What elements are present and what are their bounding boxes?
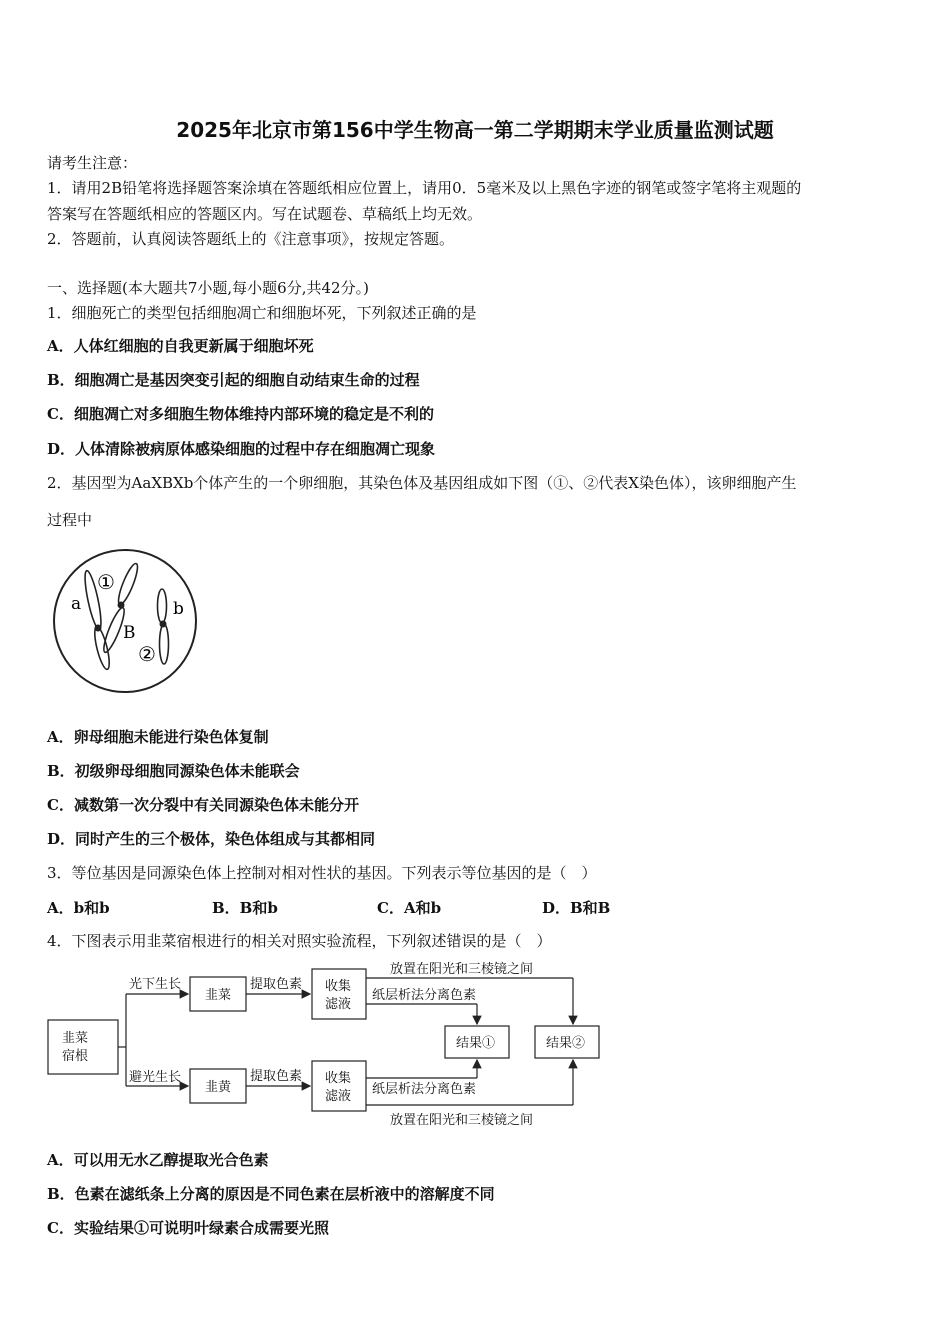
q2-option-b: B．初级卵母细胞同源染色体未能联会 [47, 762, 300, 780]
label-dark: 避光生长 [129, 1070, 182, 1085]
label-collect-1a: 收集 [325, 979, 352, 994]
q4-option-c: C．实验结果①可说明叶绿素合成需要光照 [47, 1219, 329, 1237]
section-heading: 一、选择题(本大题共7小题,每小题6分,共42分。) [47, 279, 369, 297]
notice-heading: 请考生注意： [47, 154, 138, 172]
experiment-flowchart [40, 958, 620, 1132]
q1-option-b: B．细胞凋亡是基因突变引起的细胞自动结束生命的过程 [47, 371, 420, 389]
label-chrom-2: 纸层析法分离色素 [372, 1082, 477, 1097]
label-yellow: 韭黄 [205, 1080, 232, 1095]
label-circle-1: ① [97, 570, 115, 594]
q2-option-c: C．减数第一次分裂中有关同源染色体未能分开 [47, 796, 359, 814]
page-title: 2025年北京市第156中学生物高一第二学期期末学业质量监测试题 [176, 118, 774, 142]
q1-stem: 1．细胞死亡的类型包括细胞凋亡和细胞坏死，下列叙述正确的是 [47, 304, 477, 322]
label-a: a [71, 594, 82, 614]
q3-stem: 3．等位基因是同源染色体上控制对相对性状的基因。下列表示等位基因的是（ ） [47, 864, 597, 882]
notice-line-2: 2．答题前，认真阅读答题纸上的《注意事项》，按规定答题。 [47, 230, 455, 248]
label-result-1: 结果① [456, 1036, 496, 1051]
q4-option-b: B．色素在滤纸条上分离的原因是不同色素在层析液中的溶解度不同 [47, 1185, 495, 1203]
q3-option-b: B．B和b [212, 899, 278, 917]
egg-cell-figure [50, 548, 202, 696]
label-root-2: 宿根 [62, 1049, 89, 1064]
q2-option-a: A．卵母细胞未能进行染色体复制 [47, 728, 269, 746]
label-chrom-1: 纸层析法分离色素 [372, 988, 477, 1003]
label-B: B [123, 623, 136, 643]
label-prism-bottom: 放置在阳光和三棱镜之间 [390, 1113, 534, 1128]
q2-option-d: D．同时产生的三个极体，染色体组成与其都相同 [47, 830, 376, 848]
q2-stem-line-2: 过程中 [47, 511, 93, 529]
notice-line-1a: 1．请用2B铅笔将选择题答案涂填在答题纸相应位置上，请用0．5毫米及以上黑色字迹的钢笔或签字笔将主观题的 [47, 179, 802, 197]
label-extract-1: 提取色素 [250, 977, 303, 992]
q1-option-c: C．细胞凋亡对多细胞生物体维持内部环境的稳定是不利的 [47, 405, 434, 423]
label-collect-1b: 滤液 [325, 997, 352, 1012]
label-collect-2a: 收集 [325, 1071, 352, 1086]
q4-stem: 4．下图表示用韭菜宿根进行的相关对照实验流程，下列叙述错误的是（ ） [47, 932, 552, 950]
q3-option-d: D．B和B [542, 899, 611, 917]
cell-outline [54, 550, 196, 692]
label-prism-top: 放置在阳光和三棱镜之间 [390, 962, 534, 977]
label-light: 光下生长 [129, 977, 182, 992]
box-root [48, 1020, 118, 1074]
notice-line-1b: 答案写在答题纸相应的答题区内。写在试题卷、草稿纸上均无效。 [47, 205, 483, 223]
label-root-1: 韭菜 [62, 1031, 89, 1046]
label-extract-2: 提取色素 [250, 1069, 303, 1084]
label-leek: 韭菜 [205, 988, 232, 1003]
q3-option-a: A．b和b [47, 899, 110, 917]
q1-option-d: D．人体清除被病原体感染细胞的过程中存在细胞凋亡现象 [47, 440, 436, 458]
label-b: b [173, 599, 184, 619]
label-circle-2: ② [138, 642, 156, 666]
q2-stem-line-1: 2．基因型为AaXBXb个体产生的一个卵细胞，其染色体及基因组成如下图（①、②代表X染色体），该卵细胞产生 [47, 474, 797, 492]
label-result-2: 结果② [546, 1036, 586, 1051]
q1-option-a: A．人体红细胞的自我更新属于细胞坏死 [47, 337, 314, 355]
q4-option-a: A．可以用无水乙醇提取光合色素 [47, 1151, 269, 1169]
q3-option-c: C．A和b [377, 899, 442, 917]
label-collect-2b: 滤液 [325, 1089, 352, 1104]
